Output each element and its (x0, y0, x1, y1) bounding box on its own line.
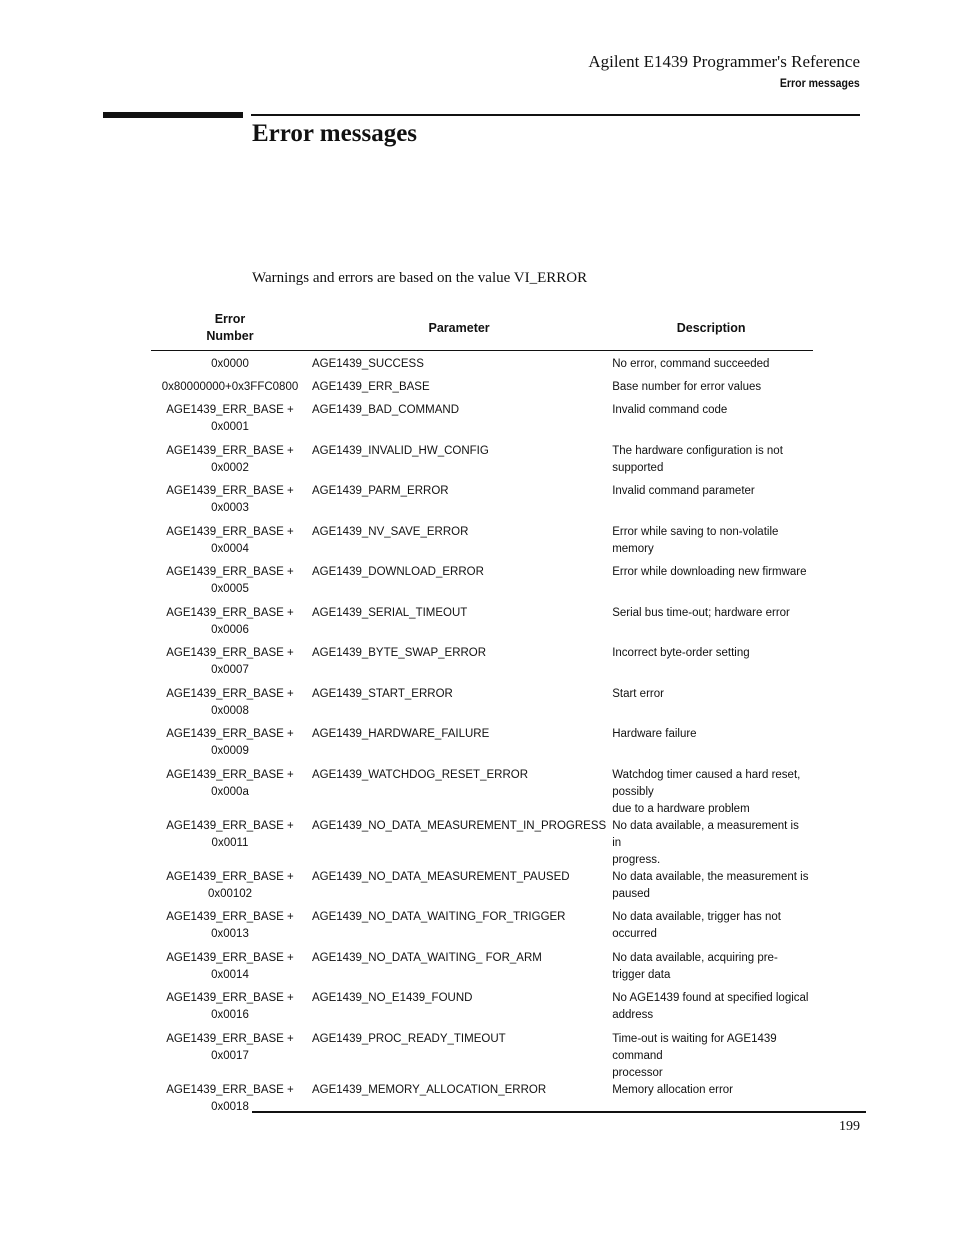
table-row (151, 605, 813, 646)
parameter-cell: AGE1439_ERR_BASE (312, 381, 430, 393)
error-number-cell: AGE1439_ERR_BASE + 0x0001 (166, 404, 294, 433)
description-cell: Error while downloading new firmware (612, 566, 807, 578)
error-number-cell: AGE1439_ERR_BASE + 0x0009 (166, 728, 294, 757)
parameter-cell: AGE1439_NO_DATA_WAITING_ FOR_ARM (312, 951, 542, 964)
page-title: Error messages (252, 120, 418, 147)
table-row (151, 950, 813, 991)
error-number-cell: AGE1439_ERR_BASE + 0x0004 (166, 525, 294, 555)
description-cell: Invalid command code (612, 404, 728, 416)
error-number-cell: AGE1439_ERR_BASE + 0x0003 (166, 485, 294, 514)
table-row (151, 379, 813, 402)
table-row (151, 443, 813, 484)
description-cell: Base number for error values (612, 381, 762, 393)
description-cell: Incorrect byte-order setting (612, 647, 750, 659)
table-row (151, 818, 813, 869)
parameter-cell: AGE1439_START_ERROR (312, 687, 453, 700)
parameter-cell: AGE1439_NO_DATA_WAITING_FOR_TRIGGER (312, 911, 566, 923)
table-row (151, 686, 813, 727)
running-section: Error messages (780, 76, 860, 90)
parameter-cell: AGE1439_PARM_ERROR (312, 485, 449, 497)
parameter-cell: AGE1439_BYTE_SWAP_ERROR (312, 647, 487, 659)
error-number-cell: AGE1439_ERR_BASE + 0x0011 (166, 819, 294, 849)
table-row (151, 564, 813, 605)
description-cell: Time-out is waiting for AGE1439 command processor (612, 1032, 777, 1079)
table-header-row (151, 309, 813, 351)
table-row (151, 1031, 813, 1082)
parameter-cell: AGE1439_MEMORY_ALLOCATION_ERROR (312, 1083, 547, 1096)
running-title: Agilent E1439 Programmer's Reference (588, 52, 860, 71)
description-cell: Serial bus time-out; hardware error (612, 606, 790, 619)
error-number-cell: AGE1439_ERR_BASE + 0x0007 (166, 647, 294, 676)
table-row (151, 645, 813, 686)
parameter-cell: AGE1439_SERIAL_TIMEOUT (312, 606, 468, 619)
table-row (151, 402, 813, 443)
error-number-cell: AGE1439_ERR_BASE + 0x0002 (166, 444, 294, 474)
description-cell: No data available, acquiring pre-trigger data (612, 951, 778, 981)
error-number-cell: AGE1439_ERR_BASE + 0x0008 (166, 687, 294, 717)
table-row (151, 483, 813, 524)
page-number: 199 (839, 1119, 860, 1134)
error-number-cell: AGE1439_ERR_BASE + 0x0018 (166, 1083, 294, 1113)
table-row (151, 767, 813, 818)
header-error-number: Error Number (151, 309, 309, 351)
description-cell: No data available, trigger has not occurred (612, 911, 781, 940)
header-parameter: Parameter (309, 309, 609, 351)
description-cell: No error, command succeeded (612, 358, 770, 370)
parameter-cell: AGE1439_BAD_COMMAND (312, 404, 459, 416)
description-cell: Start error (612, 687, 664, 700)
description-cell: Hardware failure (612, 728, 697, 740)
error-number-cell: AGE1439_ERR_BASE + 0x0014 (166, 951, 294, 981)
description-cell: No AGE1439 found at specified logical address (612, 992, 809, 1021)
error-number-cell: AGE1439_ERR_BASE + 0x0005 (166, 566, 294, 595)
footer-rule (252, 1111, 866, 1113)
error-number-cell: AGE1439_ERR_BASE + 0x0016 (166, 992, 294, 1021)
parameter-cell: AGE1439_WATCHDOG_RESET_ERROR (312, 768, 529, 781)
header-thin-rule (251, 114, 860, 116)
error-number-cell: AGE1439_ERR_BASE + 0x000a (166, 768, 294, 798)
header-thick-rule (103, 112, 243, 118)
error-table-body (151, 351, 813, 1123)
error-number-cell: AGE1439_ERR_BASE + 0x00102 (166, 870, 294, 900)
table-row (151, 909, 813, 950)
description-cell: Error while saving to non-volatile memory (612, 525, 779, 555)
parameter-cell: AGE1439_SUCCESS (312, 358, 424, 370)
parameter-cell: AGE1439_HARDWARE_FAILURE (312, 728, 490, 740)
description-cell: Watchdog timer caused a hard reset, possibly due to a hardware problem (612, 768, 801, 815)
description-cell: Invalid command parameter (612, 485, 755, 497)
intro-text: Warnings and errors are based on the value VI_ERROR (252, 270, 588, 286)
table-row (151, 869, 813, 910)
table-row (151, 524, 813, 565)
parameter-cell: AGE1439_NO_DATA_MEASUREMENT_IN_PROGRESS (312, 819, 607, 832)
error-number-cell: 0x80000000+0x3FFC0800 (161, 381, 299, 393)
header-description: Description (609, 309, 813, 351)
parameter-cell: AGE1439_DOWNLOAD_ERROR (312, 566, 484, 578)
table-row (151, 1082, 813, 1123)
description-cell: Memory allocation error (612, 1083, 733, 1096)
description-cell: The hardware configuration is not supported (612, 444, 783, 474)
parameter-cell: AGE1439_INVALID_HW_CONFIG (312, 444, 489, 457)
description-cell: No data available, a measurement is in progress. (612, 819, 799, 866)
table-row (151, 990, 813, 1031)
description-cell: No data available, the measurement is paused (612, 870, 809, 900)
table-row (151, 726, 813, 767)
error-table (151, 309, 813, 1122)
parameter-cell: AGE1439_NV_SAVE_ERROR (312, 525, 469, 538)
table-row (151, 351, 813, 380)
parameter-cell: AGE1439_NO_DATA_MEASUREMENT_PAUSED (312, 870, 570, 883)
parameter-cell: AGE1439_NO_E1439_FOUND (312, 992, 473, 1004)
error-number-cell: AGE1439_ERR_BASE + 0x0006 (166, 606, 294, 636)
parameter-cell: AGE1439_PROC_READY_TIMEOUT (312, 1032, 506, 1045)
error-number-cell: 0x0000 (211, 358, 249, 370)
error-number-cell: AGE1439_ERR_BASE + 0x0017 (166, 1032, 294, 1062)
error-number-cell: AGE1439_ERR_BASE + 0x0013 (166, 911, 294, 940)
